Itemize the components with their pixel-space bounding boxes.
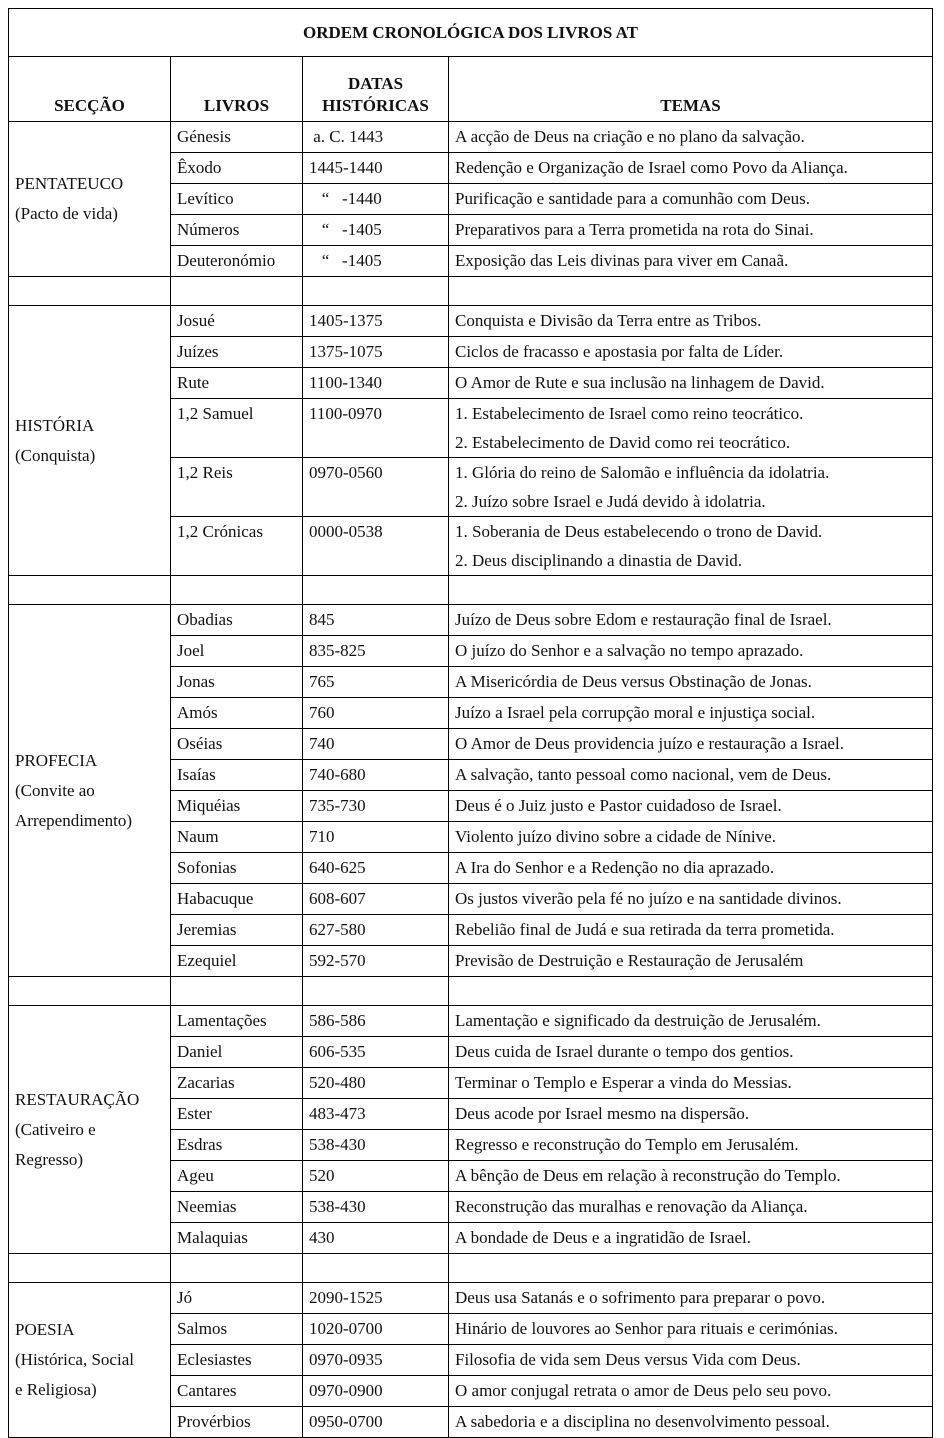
date-cell: 483-473 xyxy=(303,1099,449,1130)
empty-cell xyxy=(171,576,303,605)
book-cell: Ezequiel xyxy=(171,946,303,977)
date-cell: 1405-1375 xyxy=(303,306,449,337)
book-cell: Jonas xyxy=(171,667,303,698)
spacer-row xyxy=(9,277,933,306)
theme-cell: A bondade de Deus e a ingratidão de Israel. xyxy=(449,1223,933,1254)
date-cell: 0970-0900 xyxy=(303,1376,449,1407)
theme-cell: O Amor de Deus providencia juízo e restauração a Israel. xyxy=(449,729,933,760)
header-row xyxy=(9,57,933,122)
book-cell: Joel xyxy=(171,636,303,667)
date-cell: 538-430 xyxy=(303,1192,449,1223)
date-cell: 1100-0970 xyxy=(303,399,449,458)
section-name: RESTAURAÇÃO xyxy=(15,1089,140,1109)
book-cell: Daniel xyxy=(171,1037,303,1068)
header-section: SECÇÃO xyxy=(9,57,171,122)
theme-line: 2. Juízo sobre Israel e Judá devido à idolatria. xyxy=(455,492,766,511)
theme-cell: A sabedoria e a disciplina no desenvolvimento pessoal. xyxy=(449,1407,933,1438)
theme-cell: Preparativos para a Terra prometida na rota do Sinai. xyxy=(449,215,933,246)
book-cell: Neemias xyxy=(171,1192,303,1223)
table-row xyxy=(9,306,933,337)
theme-line: 1. Glória do reino de Salomão e influência da idolatria. xyxy=(455,463,830,482)
date-cell: 710 xyxy=(303,822,449,853)
theme-line: 1. Estabelecimento de Israel como reino teocrático. xyxy=(455,404,804,423)
header-books: LIVROS xyxy=(171,57,303,122)
date-cell: 1020-0700 xyxy=(303,1314,449,1345)
date-cell: 1445-1440 xyxy=(303,153,449,184)
empty-cell xyxy=(9,977,171,1006)
theme-cell: Deus acode por Israel mesmo na dispersão. xyxy=(449,1099,933,1130)
book-cell: Provérbios xyxy=(171,1407,303,1438)
section-subtitle: (Conquista) xyxy=(15,445,96,465)
date-cell: 740 xyxy=(303,729,449,760)
book-cell: Habacuque xyxy=(171,884,303,915)
date-cell: a. C. 1443 xyxy=(303,122,449,153)
spacer-row xyxy=(9,1254,933,1283)
theme-cell: Conquista e Divisão da Terra entre as Tribos. xyxy=(449,306,933,337)
book-cell: Eclesiastes xyxy=(171,1345,303,1376)
empty-cell xyxy=(303,277,449,306)
theme-cell: Purificação e santidade para a comunhão com Deus. xyxy=(449,184,933,215)
theme-cell: Reconstrução das muralhas e renovação da Aliança. xyxy=(449,1192,933,1223)
date-cell: 538-430 xyxy=(303,1130,449,1161)
theme-cell: Ciclos de fracasso e apostasia por falta de Líder. xyxy=(449,337,933,368)
theme-cell: Deus usa Satanás e o sofrimento para preparar o povo. xyxy=(449,1283,933,1314)
book-cell: Salmos xyxy=(171,1314,303,1345)
theme-cell xyxy=(449,517,933,576)
book-cell: Naum xyxy=(171,822,303,853)
section-subtitle: (Pacto de vida) xyxy=(15,204,118,223)
section-name: HISTÓRIA xyxy=(15,415,95,435)
table-row xyxy=(9,1006,933,1037)
empty-cell xyxy=(449,1254,933,1283)
theme-cell: Os justos viverão pela fé no juízo e na santidade divinos. xyxy=(449,884,933,915)
book-cell: Zacarias xyxy=(171,1068,303,1099)
theme-cell xyxy=(449,458,933,517)
book-cell: Miquéias xyxy=(171,791,303,822)
empty-cell xyxy=(449,977,933,1006)
section-cell xyxy=(9,1283,171,1438)
theme-cell: Exposição das Leis divinas para viver em Canaã. xyxy=(449,246,933,277)
theme-cell: O Amor de Rute e sua inclusão na linhagem de David. xyxy=(449,368,933,399)
theme-cell: Hinário de louvores ao Senhor para rituais e cerimónias. xyxy=(449,1314,933,1345)
theme-cell: Regresso e reconstrução do Templo em Jerusalém. xyxy=(449,1130,933,1161)
date-cell: 0950-0700 xyxy=(303,1407,449,1438)
date-cell: 740-680 xyxy=(303,760,449,791)
empty-cell xyxy=(303,977,449,1006)
date-cell: 735-730 xyxy=(303,791,449,822)
theme-cell: Rebelião final de Judá e sua retirada da terra prometida. xyxy=(449,915,933,946)
section-cell xyxy=(9,306,171,576)
date-cell: 0970-0560 xyxy=(303,458,449,517)
table-row xyxy=(9,122,933,153)
book-cell: Amós xyxy=(171,698,303,729)
table-title: ORDEM CRONOLÓGICA DOS LIVROS AT xyxy=(9,9,933,57)
book-cell: Isaías xyxy=(171,760,303,791)
empty-cell xyxy=(9,277,171,306)
empty-cell xyxy=(171,277,303,306)
book-cell: Ageu xyxy=(171,1161,303,1192)
theme-cell: A acção de Deus na criação e no plano da salvação. xyxy=(449,122,933,153)
theme-cell: Deus cuida de Israel durante o tempo dos gentios. xyxy=(449,1037,933,1068)
spacer-row xyxy=(9,576,933,605)
theme-cell: Lamentação e significado da destruição de Jerusalém. xyxy=(449,1006,933,1037)
date-cell: “ -1405 xyxy=(303,246,449,277)
theme-cell: Deus é o Juiz justo e Pastor cuidadoso de Israel. xyxy=(449,791,933,822)
section-subtitle: Regresso) xyxy=(15,1149,83,1169)
table-row xyxy=(9,1283,933,1314)
book-cell: Oséias xyxy=(171,729,303,760)
date-cell: 640-625 xyxy=(303,853,449,884)
theme-cell: O juízo do Senhor e a salvação no tempo aprazado. xyxy=(449,636,933,667)
date-cell: “ -1440 xyxy=(303,184,449,215)
empty-cell xyxy=(449,277,933,306)
section-name: PROFECIA xyxy=(15,750,98,770)
date-cell: 586-586 xyxy=(303,1006,449,1037)
date-cell: 845 xyxy=(303,605,449,636)
theme-cell: Terminar o Templo e Esperar a vinda do Messias. xyxy=(449,1068,933,1099)
book-cell: 1,2 Reis xyxy=(171,458,303,517)
book-cell: Números xyxy=(171,215,303,246)
date-cell: 1100-1340 xyxy=(303,368,449,399)
document-page xyxy=(8,8,933,1438)
section-subtitle: (Cativeiro e xyxy=(15,1119,96,1139)
date-cell: 0000-0538 xyxy=(303,517,449,576)
theme-line: 2. Deus disciplinando a dinastia de David. xyxy=(455,551,743,570)
spacer-row xyxy=(9,977,933,1006)
book-cell: Juízes xyxy=(171,337,303,368)
book-cell: Jeremias xyxy=(171,915,303,946)
header-dates-line1: DATAS xyxy=(347,74,404,93)
empty-cell xyxy=(449,576,933,605)
section-subtitle: (Convite ao xyxy=(15,780,95,800)
book-cell: Génesis xyxy=(171,122,303,153)
theme-cell: A bênção de Deus em relação à reconstrução do Templo. xyxy=(449,1161,933,1192)
chronology-table xyxy=(8,8,933,1438)
date-cell: 520-480 xyxy=(303,1068,449,1099)
empty-cell xyxy=(303,1254,449,1283)
header-dates xyxy=(303,57,449,122)
book-cell: Êxodo xyxy=(171,153,303,184)
book-cell: Ester xyxy=(171,1099,303,1130)
date-cell: 0970-0935 xyxy=(303,1345,449,1376)
theme-cell: A Misericórdia de Deus versus Obstinação de Jonas. xyxy=(449,667,933,698)
book-cell: Malaquias xyxy=(171,1223,303,1254)
book-cell: Josué xyxy=(171,306,303,337)
book-cell: Cantares xyxy=(171,1376,303,1407)
book-cell: Sofonias xyxy=(171,853,303,884)
date-cell: 1375-1075 xyxy=(303,337,449,368)
theme-cell: Previsão de Destruição e Restauração de Jerusalém xyxy=(449,946,933,977)
book-cell: Deuteronómio xyxy=(171,246,303,277)
section-cell xyxy=(9,122,171,277)
empty-cell xyxy=(9,1254,171,1283)
book-cell: 1,2 Crónicas xyxy=(171,517,303,576)
date-cell: 2090-1525 xyxy=(303,1283,449,1314)
header-dates-line2: HISTÓRICAS xyxy=(322,96,429,115)
section-subtitle: (Histórica, Social xyxy=(15,1350,134,1369)
theme-cell: A salvação, tanto pessoal como nacional, vem de Deus. xyxy=(449,760,933,791)
theme-cell: Violento juízo divino sobre a cidade de Nínive. xyxy=(449,822,933,853)
theme-cell: A Ira do Senhor e a Redenção no dia aprazado. xyxy=(449,853,933,884)
date-cell: 592-570 xyxy=(303,946,449,977)
theme-cell: Redenção e Organização de Israel como Povo da Aliança. xyxy=(449,153,933,184)
book-cell: Esdras xyxy=(171,1130,303,1161)
table-row xyxy=(9,605,933,636)
section-name: PENTATEUCO xyxy=(15,174,124,193)
date-cell: 520 xyxy=(303,1161,449,1192)
theme-line: 1. Soberania de Deus estabelecendo o trono de David. xyxy=(455,522,823,541)
book-cell: Obadias xyxy=(171,605,303,636)
section-name: POESIA xyxy=(15,1320,75,1339)
theme-line: 2. Estabelecimento de David como rei teocrático. xyxy=(455,433,791,452)
section-subtitle: e Religiosa) xyxy=(15,1380,97,1399)
empty-cell xyxy=(9,576,171,605)
theme-cell xyxy=(449,399,933,458)
theme-cell: Juízo a Israel pela corrupção moral e injustiça social. xyxy=(449,698,933,729)
book-cell: 1,2 Samuel xyxy=(171,399,303,458)
book-cell: Rute xyxy=(171,368,303,399)
section-cell xyxy=(9,1006,171,1254)
date-cell: 606-535 xyxy=(303,1037,449,1068)
theme-cell: O amor conjugal retrata o amor de Deus pelo seu povo. xyxy=(449,1376,933,1407)
title-row xyxy=(9,9,933,57)
date-cell: 765 xyxy=(303,667,449,698)
date-cell: 835-825 xyxy=(303,636,449,667)
section-cell xyxy=(9,605,171,977)
date-cell: 430 xyxy=(303,1223,449,1254)
date-cell: 760 xyxy=(303,698,449,729)
header-themes: TEMAS xyxy=(449,57,933,122)
book-cell: Levítico xyxy=(171,184,303,215)
theme-cell: Juízo de Deus sobre Edom e restauração final de Israel. xyxy=(449,605,933,636)
theme-cell: Filosofia de vida sem Deus versus Vida com Deus. xyxy=(449,1345,933,1376)
empty-cell xyxy=(171,1254,303,1283)
empty-cell xyxy=(171,977,303,1006)
date-cell: 608-607 xyxy=(303,884,449,915)
section-subtitle: Arrependimento) xyxy=(15,810,133,830)
empty-cell xyxy=(303,576,449,605)
book-cell: Lamentações xyxy=(171,1006,303,1037)
date-cell: “ -1405 xyxy=(303,215,449,246)
book-cell: Jó xyxy=(171,1283,303,1314)
date-cell: 627-580 xyxy=(303,915,449,946)
